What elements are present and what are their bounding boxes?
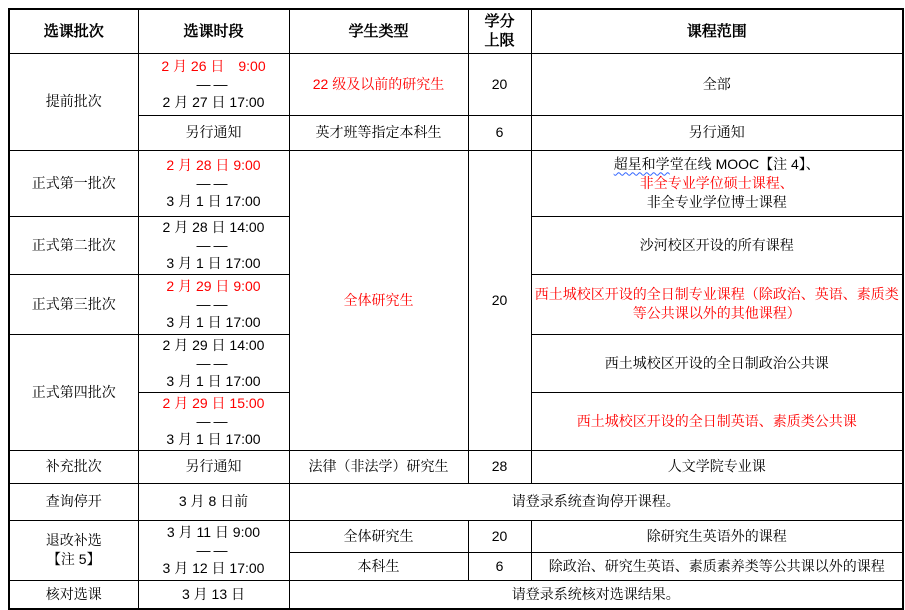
time-end: 2 月 27 日 17:00	[162, 93, 265, 110]
header-row	[9, 9, 903, 53]
header-batch: 选课批次	[9, 9, 138, 53]
scope-line1-rest: 堂在线 MOOC【注 4】、	[669, 155, 820, 172]
cell-adjust-a-student: 全体研究生	[289, 520, 468, 552]
cell-early-a-time	[138, 53, 289, 115]
cell-formal1-time	[138, 150, 289, 216]
time-dash: ——	[196, 75, 231, 92]
header-time: 选课时段	[138, 9, 289, 53]
header-student: 学生类型	[289, 9, 468, 53]
cell-supplement-credit: 28	[468, 450, 531, 483]
cell-formal3-batch: 正式第三批次	[9, 274, 138, 334]
cell-adjust-b-credit: 6	[468, 552, 531, 580]
scope-line2: 非全专业学位硕士课程、	[639, 174, 794, 191]
cell-formal1-scope	[531, 150, 903, 216]
cell-early-batch: 提前批次	[9, 53, 138, 150]
course-selection-table	[8, 8, 904, 610]
header-credit-line1: 学分	[484, 13, 515, 31]
time-end: 3 月 12 日 17:00	[162, 559, 265, 576]
cell-formal3-scope: 西土城校区开设的全日制专业课程（除政治、英语、素质类等公共课以外的其他课程）	[531, 274, 903, 334]
time-start: 2 月 29 日 15:00	[162, 394, 265, 411]
cell-formal2-scope: 沙河校区开设的所有课程	[531, 216, 903, 274]
cell-early-b-credit: 6	[468, 115, 531, 150]
cell-formal4-a-scope: 西土城校区开设的全日制政治公共课	[531, 334, 903, 392]
table-row-query-stop	[9, 483, 903, 520]
table-row-verify	[9, 580, 903, 609]
time-end: 3 月 1 日 17:00	[166, 372, 261, 389]
header-credit-line2: 上限	[484, 32, 515, 50]
cell-supplement-batch: 补充批次	[9, 450, 138, 483]
table-row-supplement	[9, 450, 903, 483]
cell-early-a-student: 22 级及以前的研究生	[289, 53, 468, 115]
cell-early-b-student: 英才班等指定本科生	[289, 115, 468, 150]
time-dash: ——	[196, 354, 231, 371]
cell-early-a-scope: 全部	[531, 53, 903, 115]
cell-supplement-time: 另行通知	[138, 450, 289, 483]
cell-adjust-a-credit: 20	[468, 520, 531, 552]
cell-formal4-a-time	[138, 334, 289, 392]
time-dash: ——	[196, 295, 231, 312]
time-dash: ——	[196, 541, 231, 558]
table-row-early-a	[9, 53, 903, 115]
cell-adjust-time	[138, 520, 289, 580]
cell-formal4-batch: 正式第四批次	[9, 334, 138, 450]
time-start: 2 月 28 日 14:00	[162, 218, 265, 235]
time-start: 3 月 11 日 9:00	[166, 523, 261, 540]
time-start: 2 月 26 日 9:00	[161, 57, 266, 74]
cell-verify-time: 3 月 13 日	[138, 580, 289, 609]
cell-formal2-batch: 正式第二批次	[9, 216, 138, 274]
cell-query-time: 3 月 8 日前	[138, 483, 289, 520]
cell-formal-student: 全体研究生	[289, 150, 468, 450]
cell-adjust-a-scope: 除研究生英语外的课程	[531, 520, 903, 552]
batch-line2: 【注 5】	[46, 551, 101, 567]
cell-early-b-scope: 另行通知	[531, 115, 903, 150]
cell-verify-notice: 请登录系统核对选课结果。	[289, 580, 903, 609]
time-dash: ——	[196, 412, 231, 429]
cell-adjust-b-scope: 除政治、研究生英语、素质素养类等公共课以外的课程	[531, 552, 903, 580]
spellcheck-underlined-text: 超星和学	[613, 155, 670, 172]
header-credit-limit	[468, 9, 531, 53]
cell-early-b-time: 另行通知	[138, 115, 289, 150]
cell-adjust-batch	[9, 520, 138, 580]
cell-formal1-batch: 正式第一批次	[9, 150, 138, 216]
cell-formal4-b-scope: 西土城校区开设的全日制英语、素质类公共课	[531, 392, 903, 450]
batch-line1: 退改补选	[45, 532, 102, 548]
cell-formal-credit: 20	[468, 150, 531, 450]
scope-line1	[535, 155, 900, 174]
time-end: 3 月 1 日 17:00	[166, 254, 261, 271]
table-row-early-b	[9, 115, 903, 150]
time-end: 3 月 1 日 17:00	[166, 192, 261, 209]
cell-supplement-scope: 人文学院专业课	[531, 450, 903, 483]
cell-formal3-time	[138, 274, 289, 334]
table-row-formal1	[9, 150, 903, 216]
cell-query-notice: 请登录系统查询停开课程。	[289, 483, 903, 520]
time-end: 3 月 1 日 17:00	[166, 313, 261, 330]
time-end: 3 月 1 日 17:00	[166, 430, 261, 447]
cell-formal2-time	[138, 216, 289, 274]
time-dash: ——	[196, 236, 231, 253]
time-dash: ——	[196, 174, 231, 191]
scope-line3: 非全专业学位博士课程	[646, 193, 787, 210]
cell-early-a-credit: 20	[468, 53, 531, 115]
cell-query-batch: 查询停开	[9, 483, 138, 520]
cell-verify-batch: 核对选课	[9, 580, 138, 609]
cell-adjust-b-student: 本科生	[289, 552, 468, 580]
course-selection-schedule	[0, 8, 905, 610]
time-start: 2 月 29 日 14:00	[162, 336, 265, 353]
header-scope: 课程范围	[531, 9, 903, 53]
table-row-adjust-a	[9, 520, 903, 552]
cell-supplement-student: 法律（非法学）研究生	[289, 450, 468, 483]
time-start: 2 月 28 日 9:00	[166, 156, 261, 173]
cell-formal4-b-time	[138, 392, 289, 450]
time-start: 2 月 29 日 9:00	[166, 277, 261, 294]
